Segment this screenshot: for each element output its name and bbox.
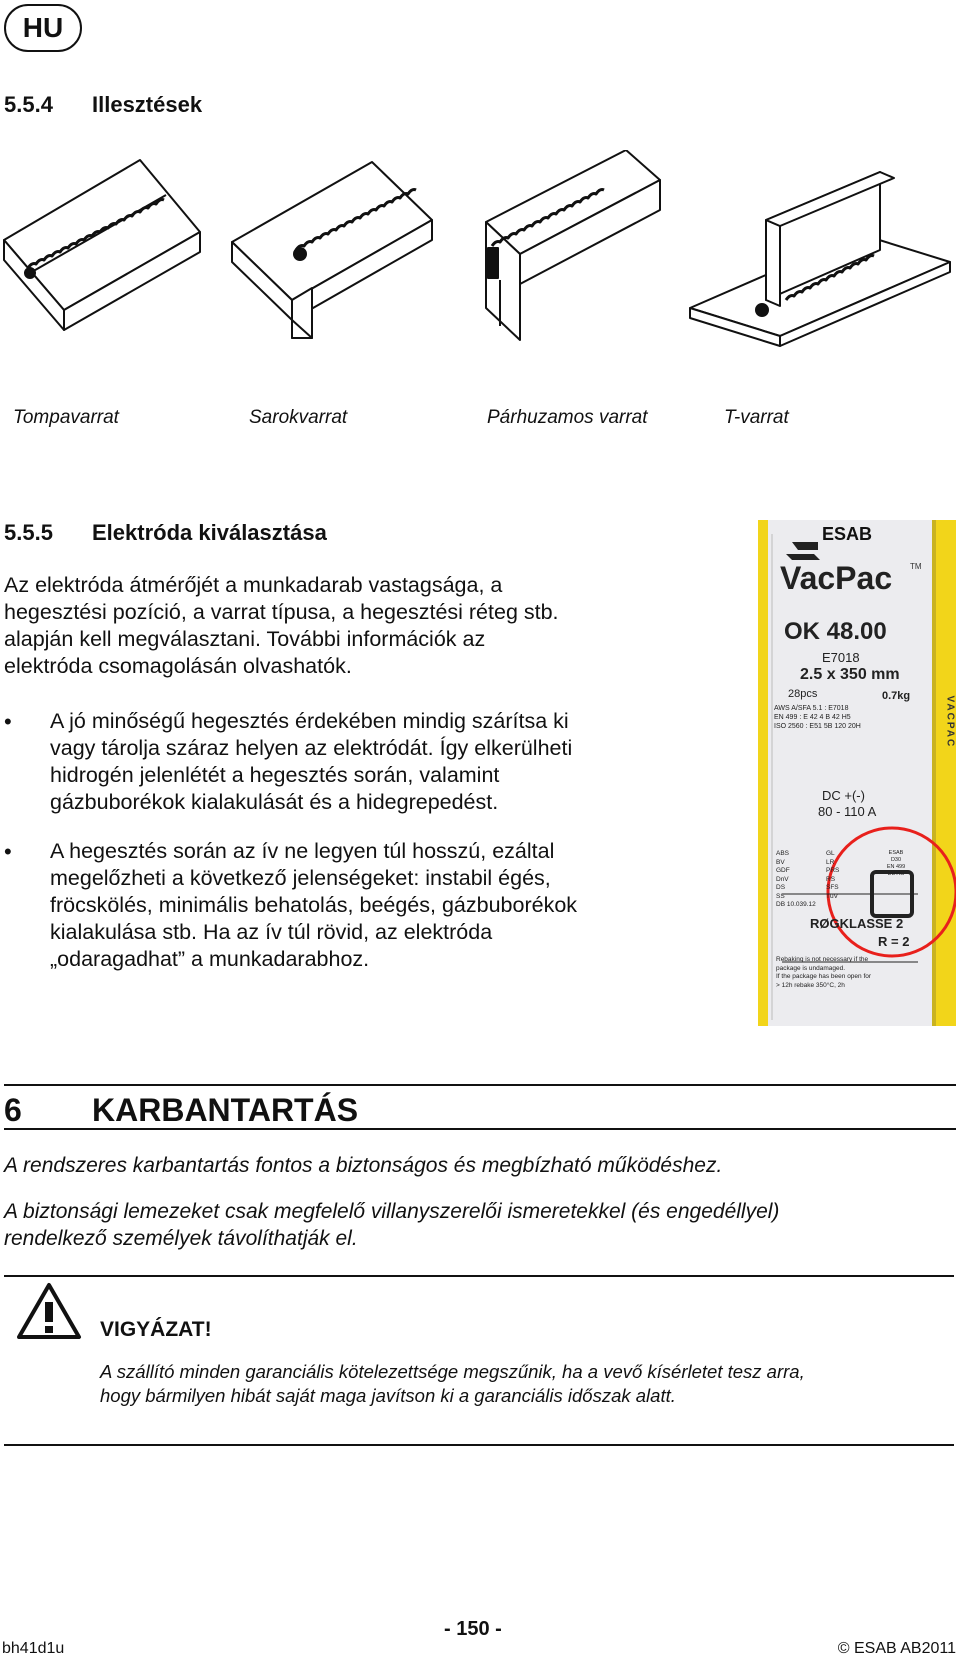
pack-standard-value: : E51 5B 120 20H — [805, 723, 861, 730]
joint-caption-corner: Sarokvarrat — [249, 407, 348, 428]
pack-approval: GL — [826, 850, 835, 857]
joint-caption-t: T-varrat — [724, 407, 789, 428]
section-554-title: Illesztések — [92, 92, 203, 117]
section-554-number: 5.5.4 — [4, 92, 53, 117]
warning-text-line: hogy bármilyen hibát saját maga javítson ki a garanciális időszak alatt. — [100, 1385, 676, 1406]
pack-standard-value: : E7018 — [824, 705, 849, 712]
pack-rebake-line: If the package has been open for — [776, 973, 872, 980]
bullet-line: gázbuborékok kialakulását és a hidegrepedést. — [50, 790, 499, 814]
pack-approval: PRS — [826, 867, 840, 874]
bullet-symbol: • — [4, 709, 12, 734]
pack-approval: DB 10.039.12 — [776, 901, 816, 908]
pack-standard-name: ISO 2560 — [774, 723, 804, 730]
corner-joint-diagram — [232, 162, 432, 338]
pack-approval: TüV — [826, 892, 838, 900]
pack-standard-row — [774, 704, 861, 713]
section-6-number: 6 — [4, 1092, 22, 1128]
bullet-line: fröcskölés, minimális behatolás, beégés, gázbuborékok — [50, 893, 578, 917]
pack-approvals-left — [776, 850, 816, 910]
pack-approvals-right — [874, 850, 918, 878]
pack-approval: SFS — [826, 884, 839, 891]
pack-approval: DS — [776, 884, 786, 891]
bullet-text — [50, 708, 674, 816]
joint-diagrams — [0, 150, 960, 350]
pack-side-text: VACPAC — [944, 695, 956, 749]
pack-standard-name: AWS A/SFA 5.1 — [774, 705, 823, 712]
footer-doc-code: bh41d1u — [2, 1640, 65, 1657]
pack-model: OK 48.00 — [784, 618, 887, 645]
pack-standard-name: EN 499 — [774, 714, 798, 721]
warning-title: VIGYÁZAT! — [100, 1318, 212, 1341]
footer-page-number: - 150 - — [444, 1618, 502, 1640]
pack-weight: 0.7kg — [882, 690, 911, 702]
warning-text-line: A szállító minden garanciális kötelezettsége megszűnik, ha a vevő kísérletet tesz arra, — [100, 1361, 805, 1382]
pack-trademark: TM — [910, 562, 922, 571]
section-555-number: 5.5.5 — [4, 520, 53, 545]
section-6-bottom-rule — [4, 1128, 956, 1130]
section-6-para-2-line: rendelkező személyek távolíthatják el. — [4, 1227, 358, 1250]
parallel-joint-diagram — [486, 150, 660, 340]
intro-line: Az elektróda átmérőjét a munkadarab vastagsága, a — [4, 573, 503, 597]
pack-rebake-note — [776, 956, 926, 990]
pack-approval: GDF — [776, 867, 790, 874]
bullet-line: megelőzheti a következő jelenségeket: instabil égés, — [50, 866, 551, 890]
pack-rebake-line: > 12h rebake 350°C, 2h — [776, 981, 845, 989]
section-555-intro — [4, 572, 704, 680]
butt-joint-diagram — [4, 160, 200, 330]
bullet-line: „odaragadhat” a munkadarabhoz. — [50, 947, 370, 971]
pack-standards — [774, 704, 861, 731]
pack-amperage: 80 - 110 A — [818, 804, 877, 819]
joint-caption-butt: Tompavarrat — [13, 407, 119, 428]
language-badge — [4, 4, 82, 52]
section-6-para-2 — [4, 1198, 954, 1252]
pack-brand: ESAB — [822, 524, 873, 544]
joint-caption-parallel: Párhuzamos varrat — [487, 407, 648, 428]
section-555-heading — [4, 520, 327, 546]
footer-copyright: © ESAB AB2011 — [837, 1640, 956, 1657]
pack-approval: RS — [826, 875, 836, 883]
pack-approval: BV — [776, 858, 785, 866]
pack-rebake-line: package is undamaged. — [776, 964, 846, 972]
section-6-heading — [4, 1092, 358, 1129]
section-554-heading — [4, 92, 202, 118]
pack-package-label: RØGKLASSE 2 — [810, 916, 904, 931]
bullet-line: vagy tárolja száraz helyen az elektródát. Így elkerülheti — [50, 736, 573, 760]
bullet-item — [4, 708, 674, 816]
bullet-line: A hegesztés során az ív ne legyen túl hosszú, ezáltal — [50, 839, 555, 863]
pack-approval: LR — [826, 858, 835, 866]
section-6-para-2-line: A biztonsági lemezeket csak megfelelő villanyszerelői ismeretekkel (és engedéllyel) — [4, 1200, 780, 1223]
bullet-line: hidrogén jelenlétét a hegesztés során, valamint — [50, 763, 500, 787]
intro-line: alapján kell megválasztani. További információk az — [4, 627, 486, 651]
bullet-text — [50, 838, 674, 973]
t-joint-diagram — [690, 172, 950, 346]
section-6-top-rule — [4, 1084, 956, 1086]
pack-size: 2.5 x 350 mm — [800, 666, 900, 683]
bullet-line: kialakulása stb. Ha az ív túl rövid, az elektróda — [50, 920, 493, 944]
bullet-line: A jó minőségű hegesztés érdekében mindig szárítsa ki — [50, 709, 569, 733]
warning-triangle-icon — [16, 1282, 82, 1340]
pack-standard-row — [774, 713, 861, 722]
pack-approval: SS — [776, 892, 785, 900]
pack-pieces: 28pcs — [788, 688, 818, 700]
intro-line: hegesztési pozíció, a varrat típusa, a hegesztési réteg stb. — [4, 600, 559, 624]
section-6-para-1: A rendszeres karbantartás fontos a biztonságos és megbízható működéshez. — [4, 1154, 723, 1177]
pack-standard-row — [774, 722, 861, 731]
section-555-title: Elektróda kiválasztása — [92, 520, 327, 545]
warning-text — [100, 1360, 940, 1408]
language-badge-label: HU — [22, 12, 64, 43]
pack-rebake-line: Rebaking is not necessary if the — [776, 956, 869, 963]
pack-current: DC +(-) — [822, 788, 865, 803]
pack-approval: ESAB — [888, 850, 904, 856]
pack-product-line: VacPac — [780, 560, 893, 596]
electrode-package-photo — [758, 520, 956, 1026]
pack-approval: ABS — [776, 850, 790, 857]
pack-approval: DnV — [776, 875, 789, 883]
bullet-item — [4, 838, 674, 973]
pack-approvals-mid — [826, 850, 839, 901]
bullet-symbol: • — [4, 839, 12, 864]
section-6-title: KARBANTARTÁS — [92, 1092, 359, 1128]
pack-classification: E7018 — [822, 650, 860, 665]
pack-approval: EN 499 — [886, 864, 906, 870]
pack-approval: D30 — [890, 857, 902, 863]
pack-standard-value: : E 42 4 B 42 H5 — [799, 714, 851, 721]
intro-line: elektróda csomagolásán olvashatók. — [4, 654, 352, 678]
pack-approval: DB AG — [887, 871, 905, 877]
pack-r-value: R = 2 — [878, 934, 910, 949]
